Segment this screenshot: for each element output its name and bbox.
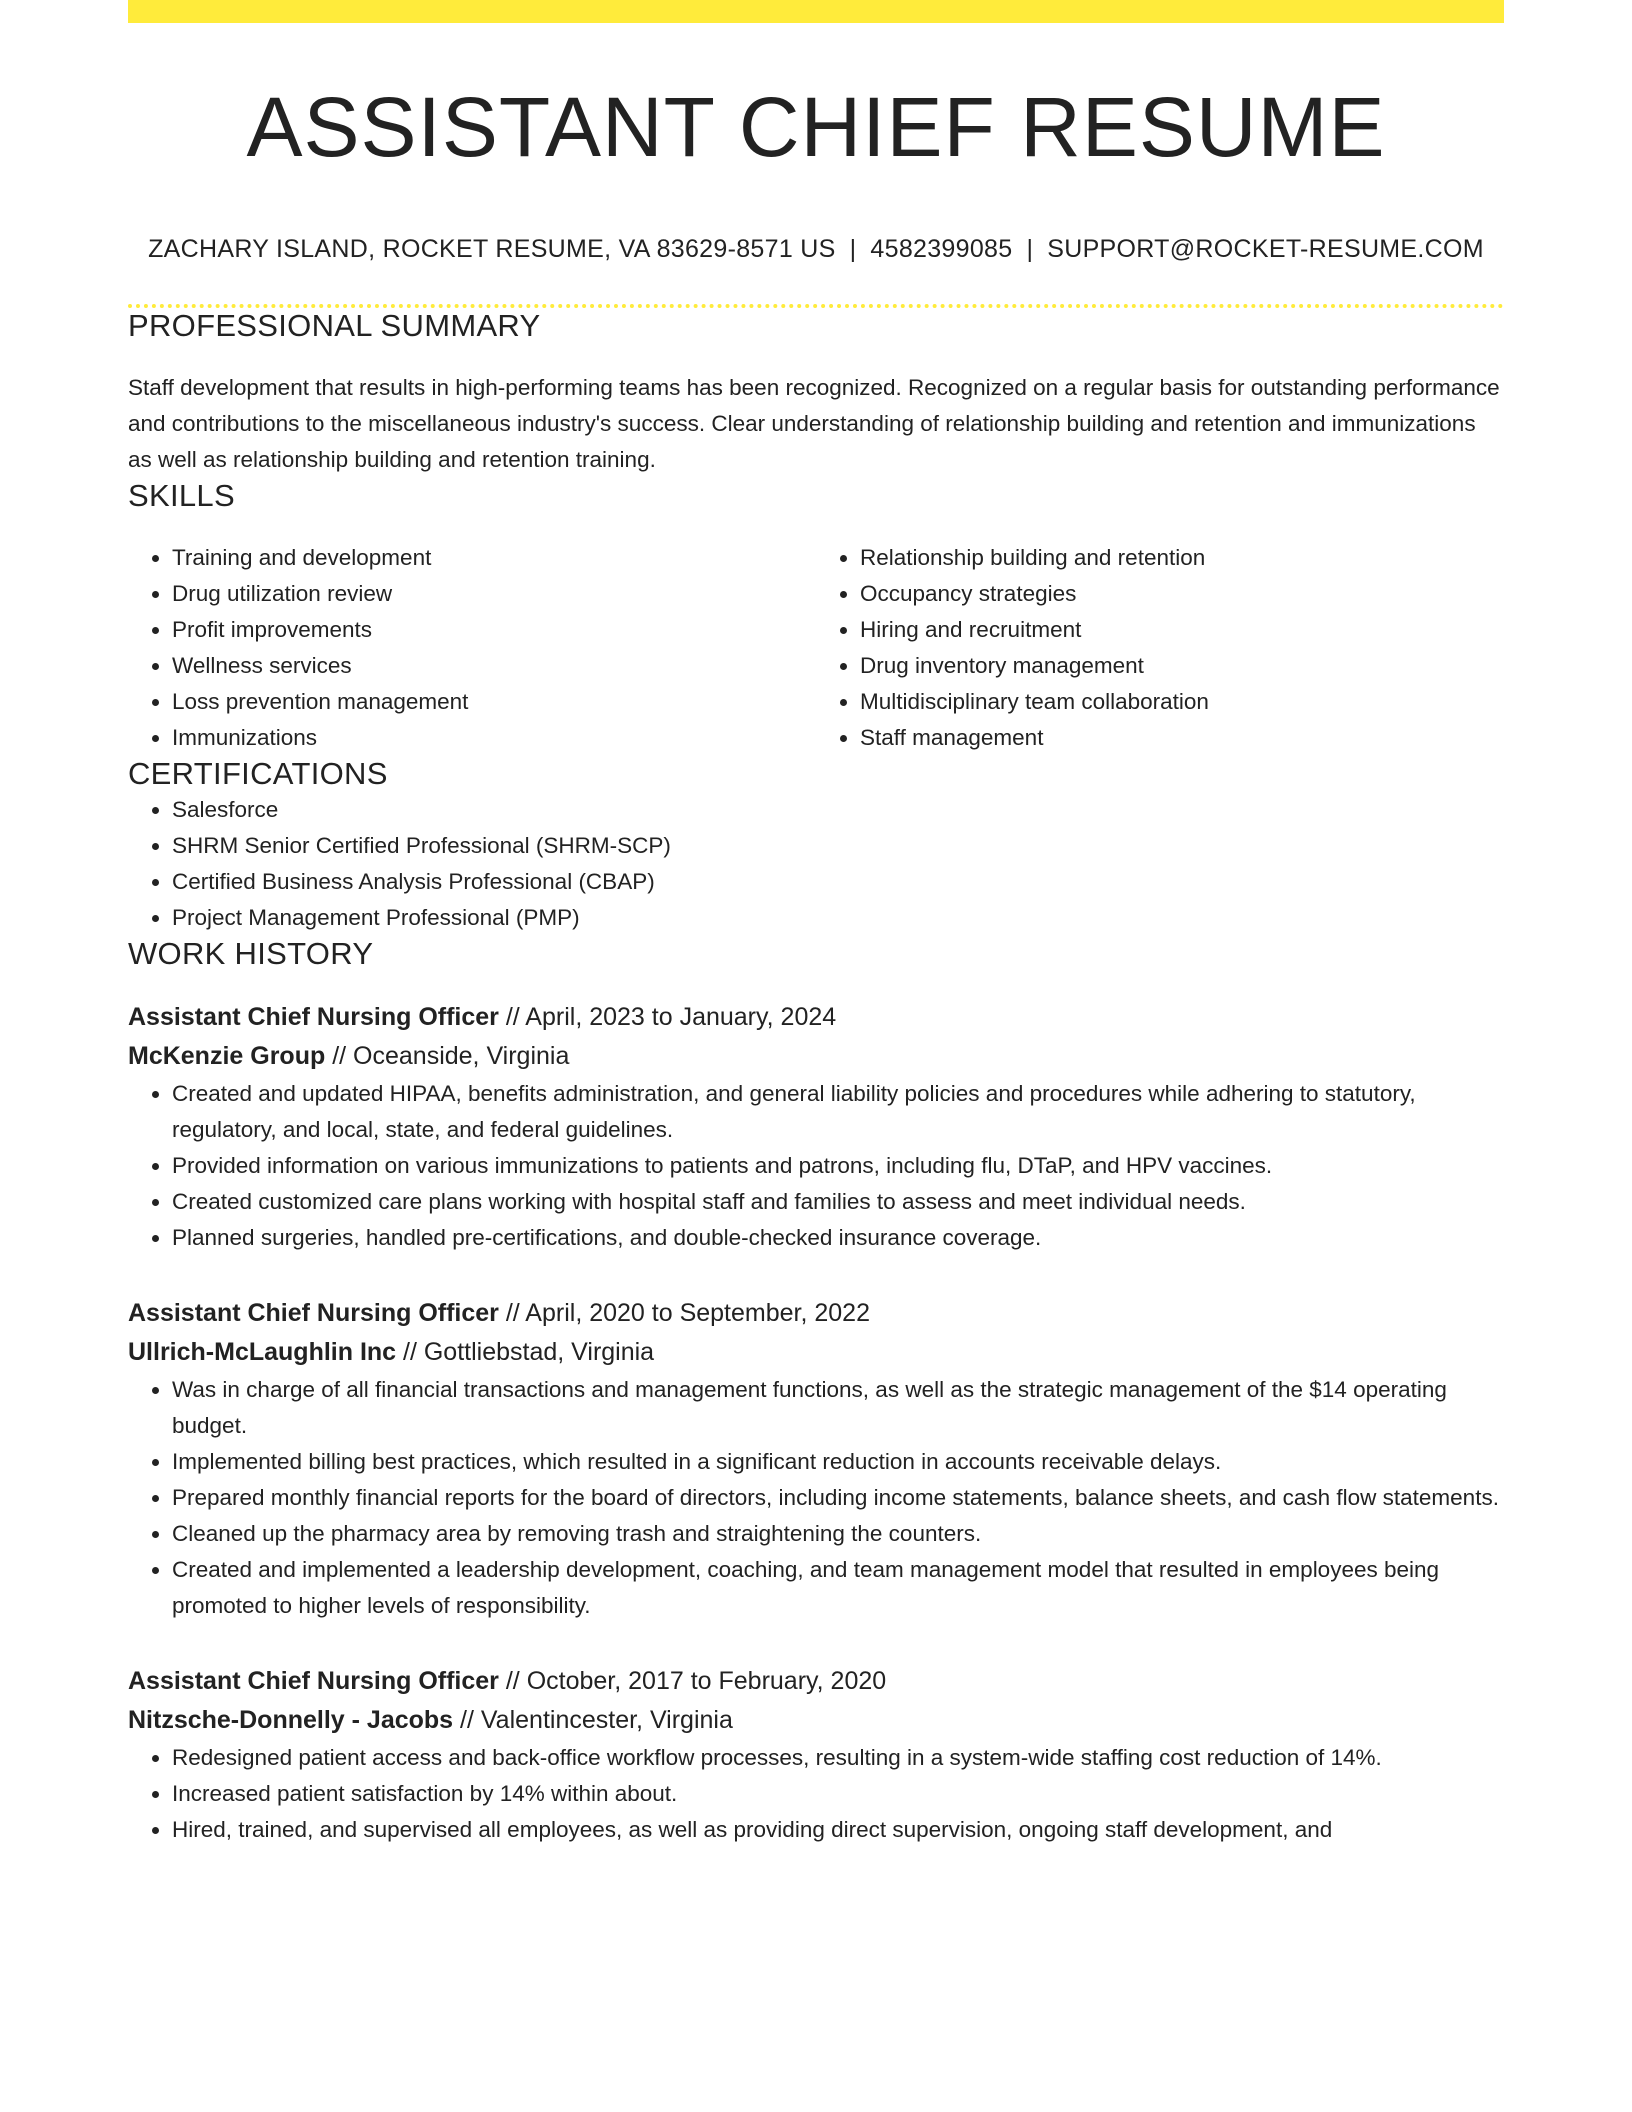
job-bullet: • Created and implemented a leadership development, coaching, and team management model that resulted in employees being promoted to higher levels of responsibility.: [172, 1552, 1504, 1624]
skill-item: • Immunizations: [172, 720, 816, 756]
contact-separator: |: [1026, 235, 1034, 263]
job-bullet: • Increased patient satisfaction by 14% within about.: [172, 1776, 1504, 1812]
certification-item: • Salesforce: [172, 792, 1504, 828]
job-dates: // April, 2023 to January, 2024: [498, 1003, 837, 1031]
skill-item: • Profit improvements: [172, 612, 816, 648]
skill-item: • Wellness services: [172, 648, 816, 684]
job-bullets: [128, 1740, 1504, 1848]
contact-line: [128, 235, 1504, 264]
skill-item: • Drug inventory management: [860, 648, 1504, 684]
skills-columns: [128, 540, 1504, 756]
skills-list-left: [128, 540, 816, 756]
certifications-heading: CERTIFICATIONS: [128, 756, 388, 791]
top-accent-bar: [128, 0, 1504, 23]
job-title: Assistant Chief Nursing Officer: [128, 1667, 499, 1695]
job-title-line: [128, 1294, 1504, 1333]
job-entry: [128, 1294, 1504, 1624]
job-title: Assistant Chief Nursing Officer: [128, 1299, 499, 1327]
job-bullet: • Planned surgeries, handled pre-certifications, and double-checked insurance coverage.: [172, 1220, 1504, 1256]
job-bullet: • Cleaned up the pharmacy area by removing trash and straightening the counters.: [172, 1516, 1504, 1552]
job-title: Assistant Chief Nursing Officer: [128, 1003, 499, 1031]
job-company-line: [128, 1333, 1504, 1372]
job-entry: [128, 998, 1504, 1256]
contact-email: SUPPORT@ROCKET-RESUME.COM: [1047, 235, 1484, 263]
job-company: McKenzie Group: [128, 1042, 326, 1070]
contact-address: ZACHARY ISLAND, ROCKET RESUME, VA 83629-8571 US: [148, 235, 836, 263]
summary-text: Staff development that results in high-performing teams has been recognized. Recognized on a regular basis for outstanding performance and contributions to the miscellaneous industry's success. Clear understanding of relationship building and retention and immunizations as well as relationship building and retention training.: [128, 375, 1500, 472]
contact-phone: 4582399085: [870, 235, 1013, 263]
summary-heading: PROFESSIONAL SUMMARY: [128, 308, 541, 343]
skill-item: • Staff management: [860, 720, 1504, 756]
job-company: Nitzsche-Donnelly - Jacobs: [128, 1706, 454, 1734]
job-dates: // April, 2020 to September, 2022: [498, 1299, 870, 1327]
resume-title: ASSISTANT CHIEF RESUME: [246, 80, 1386, 174]
job-bullet: • Provided information on various immunizations to patients and patrons, including flu, DTaP, and HPV vaccines.: [172, 1148, 1504, 1184]
job-bullet: • Created customized care plans working with hospital staff and families to assess and meet individual needs.: [172, 1184, 1504, 1220]
job-bullet: • Hired, trained, and supervised all employees, as well as providing direct supervision, ongoing staff development, and: [172, 1812, 1504, 1848]
job-company-line: [128, 1037, 1504, 1076]
job-company-line: [128, 1701, 1504, 1740]
certifications-list: [128, 792, 1504, 936]
certification-item: • Project Management Professional (PMP): [172, 900, 1504, 936]
job-bullet: • Redesigned patient access and back-office workflow processes, resulting in a system-wide staffing cost reduction of 14%.: [172, 1740, 1504, 1776]
job-bullet: • Created and updated HIPAA, benefits administration, and general liability policies and procedures while adhering to statutory, regulatory, and local, state, and federal guidelines.: [172, 1076, 1504, 1148]
certification-item: • Certified Business Analysis Professional (CBAP): [172, 864, 1504, 900]
skill-item: • Occupancy strategies: [860, 576, 1504, 612]
job-bullet: • Was in charge of all financial transactions and management functions, as well as the strategic management of the $14 operating budget.: [172, 1372, 1504, 1444]
job-bullets: [128, 1372, 1504, 1624]
skills-heading: SKILLS: [128, 478, 235, 513]
skills-list-right: [816, 540, 1504, 756]
job-bullet: • Prepared monthly financial reports for the board of directors, including income statements, balance sheets, and cash flow statements.: [172, 1480, 1504, 1516]
certification-item: • SHRM Senior Certified Professional (SHRM-SCP): [172, 828, 1504, 864]
skill-item: • Drug utilization review: [172, 576, 816, 612]
skill-item: • Hiring and recruitment: [860, 612, 1504, 648]
skill-item: • Multidisciplinary team collaboration: [860, 684, 1504, 720]
job-bullets: [128, 1076, 1504, 1256]
job-location: // Gottliebstad, Virginia: [396, 1338, 655, 1366]
skill-item: • Loss prevention management: [172, 684, 816, 720]
contact-separator: |: [849, 235, 857, 263]
job-location: // Valentincester, Virginia: [453, 1706, 733, 1734]
job-location: // Oceanside, Virginia: [325, 1042, 570, 1070]
resume-page: [128, 0, 1504, 1848]
skill-item: • Relationship building and retention: [860, 540, 1504, 576]
job-company: Ullrich-McLaughlin Inc: [128, 1338, 397, 1366]
work-history-heading: WORK HISTORY: [128, 936, 374, 971]
job-dates: // October, 2017 to February, 2020: [498, 1667, 887, 1695]
job-bullet: • Implemented billing best practices, which resulted in a significant reduction in accounts receivable delays.: [172, 1444, 1504, 1480]
job-entry: [128, 1662, 1504, 1848]
job-title-line: [128, 998, 1504, 1037]
job-title-line: [128, 1662, 1504, 1701]
skill-item: • Training and development: [172, 540, 816, 576]
